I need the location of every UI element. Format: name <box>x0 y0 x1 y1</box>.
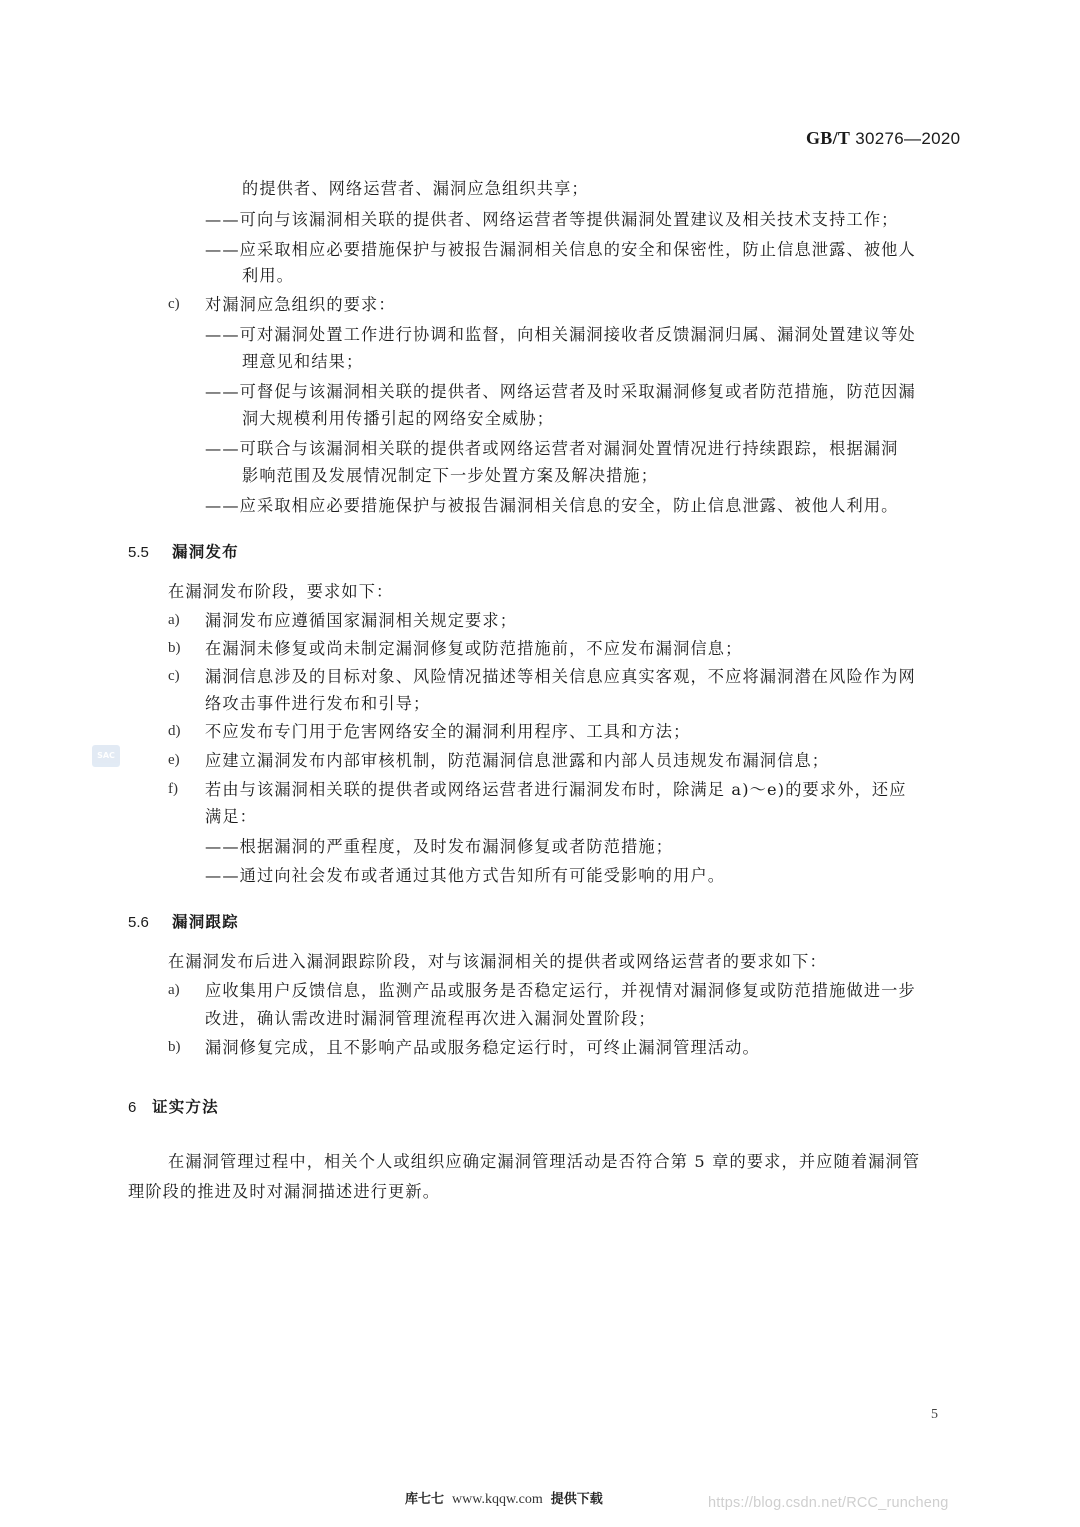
list-item-text: 改进，确认需改进时漏洞管理流程再次进入漏洞处置阶段； <box>205 1009 656 1028</box>
list-item-text: 漏洞信息涉及的目标对象、风险情况描述等相关信息应真实客观，不应将漏洞潜在风险作为网 <box>205 667 916 686</box>
section-title: 漏洞发布 <box>172 543 239 561</box>
footer-suffix: 提供下载 <box>550 1492 603 1507</box>
list-item-text: 络攻击事件进行发布和引导； <box>205 694 431 713</box>
standard-number: 30276—2020 <box>855 129 961 148</box>
footer-brand: 库七七 <box>405 1492 445 1507</box>
list-marker: c) <box>168 296 180 312</box>
list-marker: e) <box>168 752 180 768</box>
section-number: 6 <box>128 1099 137 1116</box>
dash-item: ——应采取相应必要措施保护与被报告漏洞相关信息的安全，防止信息泄露、被他人利用。 <box>205 496 899 515</box>
section-title: 证实方法 <box>152 1098 219 1116</box>
csdn-watermark: https://blog.csdn.net/RCC_runcheng <box>708 1495 949 1511</box>
list-marker: b) <box>168 1039 181 1055</box>
paragraph-line: 理阶段的推进及时对漏洞描述进行更新。 <box>128 1182 441 1201</box>
list-marker: f) <box>168 781 178 797</box>
dash-item: ——应采取相应必要措施保护与被报告漏洞相关信息的安全和保密性，防止信息泄露、被他人 <box>205 240 916 259</box>
section-heading-5-5 <box>128 540 239 562</box>
list-item-text: 应建立漏洞发布内部审核机制，防范漏洞信息泄露和内部人员违规发布漏洞信息； <box>205 751 830 770</box>
list-item-text: 对漏洞应急组织的要求： <box>205 295 396 314</box>
dash-item: ——可对漏洞处置工作进行协调和监督，向相关漏洞接收者反馈漏洞归属、漏洞处置建议等处 <box>205 325 916 344</box>
list-marker: c) <box>168 668 180 684</box>
text-line: 的提供者、网络运营者、漏洞应急组织共享； <box>242 179 589 198</box>
text-line: 利用。 <box>242 266 295 285</box>
section-intro: 在漏洞发布后进入漏洞跟踪阶段，对与该漏洞相关的提供者或网络运营者的要求如下： <box>168 952 827 971</box>
page-number: 5 <box>931 1407 938 1422</box>
standard-code <box>806 128 960 149</box>
section-intro: 在漏洞发布阶段，要求如下： <box>168 582 394 601</box>
list-marker: b) <box>168 640 181 656</box>
section-number: 5.5 <box>128 544 149 561</box>
list-marker: d) <box>168 723 181 739</box>
dash-item: ——根据漏洞的严重程度，及时发布漏洞修复或者防范措施； <box>205 837 674 856</box>
text-line: 洞大规模利用传播引起的网络安全威胁； <box>242 409 555 428</box>
section-number: 5.6 <box>128 914 149 931</box>
text-line: 理意见和结果； <box>242 352 364 371</box>
list-item-text: 满足： <box>205 807 258 826</box>
list-item-text: 在漏洞未修复或尚未制定漏洞修复或防范措施前，不应发布漏洞信息； <box>205 639 743 658</box>
dash-item: ——可联合与该漏洞相关联的提供者或网络运营者对漏洞处置情况进行持续跟踪，根据漏洞 <box>205 439 899 458</box>
list-item-text: 漏洞修复完成，且不影响产品或服务稳定运行时，可终止漏洞管理活动。 <box>205 1038 760 1057</box>
sac-logo-watermark: SAC <box>92 745 120 767</box>
section-heading-5-6 <box>128 910 239 932</box>
footer <box>405 1488 603 1508</box>
footer-site-link[interactable]: www.kqqw.com <box>452 1492 543 1507</box>
dash-item: ——通过向社会发布或者通过其他方式告知所有可能受影响的用户。 <box>205 866 726 885</box>
list-marker: a) <box>168 612 180 628</box>
paragraph-line: 在漏洞管理过程中，相关个人或组织应确定漏洞管理活动是否符合第 5 章的要求，并应随着漏洞管 <box>168 1152 921 1171</box>
standard-prefix: GB/T <box>806 128 851 148</box>
section-title: 漏洞跟踪 <box>172 913 239 931</box>
list-item-text: 若由与该漏洞相关联的提供者或网络运营者进行漏洞发布时，除满足 a)～e)的要求外，还应 <box>205 780 907 799</box>
list-marker: a) <box>168 982 180 998</box>
dash-item: ——可督促与该漏洞相关联的提供者、网络运营者及时采取漏洞修复或者防范措施，防范因漏 <box>205 382 916 401</box>
list-item-text: 漏洞发布应遵循国家漏洞相关规定要求； <box>205 611 518 630</box>
list-item-text: 应收集用户反馈信息，监测产品或服务是否稳定运行，并视情对漏洞修复或防范措施做进一步 <box>205 981 916 1000</box>
text-line: 影响范围及发展情况制定下一步处置方案及解决措施； <box>242 466 659 485</box>
list-item-text: 不应发布专门用于危害网络安全的漏洞利用程序、工具和方法； <box>205 722 691 741</box>
section-heading-6 <box>128 1095 219 1117</box>
dash-item: ——可向与该漏洞相关联的提供者、网络运营者等提供漏洞处置建议及相关技术支持工作； <box>205 210 899 229</box>
